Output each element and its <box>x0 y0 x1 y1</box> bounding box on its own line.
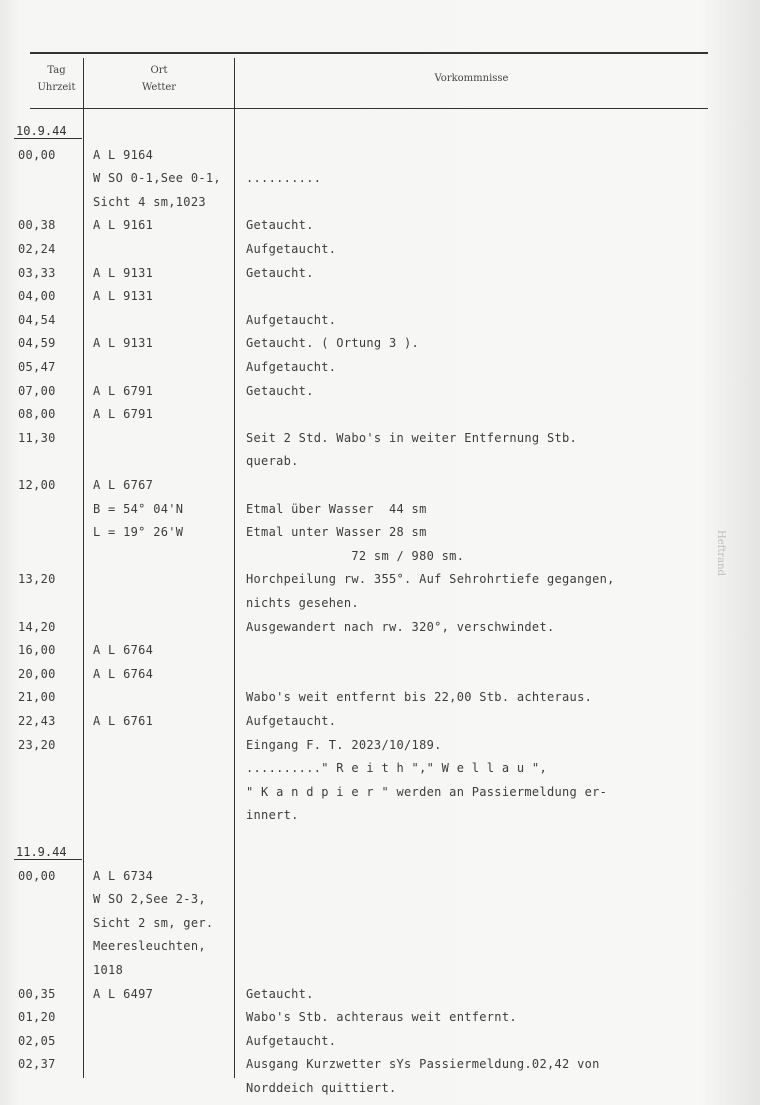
section-date: 10.9.44 <box>16 124 67 138</box>
entry-event: innert. <box>246 808 299 823</box>
entry-place: A L 6791 <box>93 383 154 398</box>
entry-time: 13,20 <box>18 572 56 587</box>
entry-place: A L 9131 <box>93 289 154 304</box>
entry-time: 02,24 <box>18 242 56 256</box>
date-underline <box>14 138 82 139</box>
entry-place: A L 9131 <box>93 265 154 280</box>
entry-time: 04,54 <box>18 312 56 327</box>
entry-time: 14,20 <box>18 619 56 634</box>
entry-event: Eingang F. T. 2023/10/189. <box>246 737 442 752</box>
entry-event: Wabo's Stb. achteraus weit entfernt. <box>246 1010 517 1025</box>
entry-event: " K a n d p i e r " werden an Passiermeldung er- <box>246 784 608 799</box>
header-uhrzeit: Uhrzeit <box>37 82 76 93</box>
entry-event: .........." R e i t h "," W e l l a u ", <box>246 761 547 776</box>
entry-event: Getaucht. <box>246 265 314 280</box>
entry-place: A L 9161 <box>93 218 154 233</box>
column-divider-2 <box>234 58 235 1078</box>
column-divider-1 <box>83 58 84 1078</box>
entry-event: Ausgang Kurzwetter sYs Passiermeldung.02,42 von <box>246 1057 600 1072</box>
entry-time: 04,00 <box>18 289 56 304</box>
entry-time: 16,00 <box>18 643 56 658</box>
entry-event: Seit 2 Std. Wabo's in weiter Entfernung Stb. <box>246 430 578 445</box>
header-bottom-rule <box>30 108 708 109</box>
entry-time: 22,43 <box>18 714 56 728</box>
header-col3 <box>235 70 708 87</box>
entry-event: Wabo's weit entfernt bis 22,00 Stb. achteraus. <box>246 690 593 705</box>
entry-event: Etmal über Wasser 44 sm <box>246 501 427 516</box>
entry-time: 12,00 <box>18 478 56 492</box>
entry-place: A L 6791 <box>93 407 154 422</box>
top-rule <box>30 52 708 54</box>
header-tag: Tag <box>47 65 66 76</box>
entry-place: A L 6734 <box>93 868 154 883</box>
entry-event: querab. <box>246 454 299 469</box>
entry-place: W SO 2,See 2-3, <box>93 892 206 907</box>
entry-place: 1018 <box>93 963 124 977</box>
entry-event: Horchpeilung rw. 355°. Auf Sehrohrtiefe gegangen, <box>246 572 615 587</box>
entry-time: 00,00 <box>18 868 56 883</box>
entry-event: Aufgetaucht. <box>246 360 337 374</box>
header-vorkommnisse: Vorkommnisse <box>434 73 509 84</box>
entry-event: Aufgetaucht. <box>246 1033 337 1048</box>
entry-place: Meeresleuchten, <box>93 939 206 954</box>
entry-time: 20,00 <box>18 666 56 681</box>
section-date: 11.9.44 <box>16 845 67 859</box>
entry-place: A L 6767 <box>93 478 154 492</box>
entry-place: A L 6497 <box>93 986 154 1001</box>
entry-time: 23,20 <box>18 737 56 752</box>
entry-time: 04,59 <box>18 336 56 351</box>
entry-place: Sicht 2 sm, ger. <box>93 915 214 930</box>
entry-place: Sicht 4 sm,1023 <box>93 194 206 209</box>
entry-time: 02,37 <box>18 1057 56 1072</box>
entry-event: Getaucht. <box>246 218 314 233</box>
entry-time: 00,00 <box>18 147 56 162</box>
header-col2 <box>84 62 234 96</box>
entry-event: Aufgetaucht. <box>246 312 337 327</box>
entry-time: 11,30 <box>18 430 56 445</box>
entry-time: 07,00 <box>18 383 56 398</box>
entry-event: Getaucht. ( Ortung 3 ). <box>246 336 420 351</box>
entry-event: Etmal unter Wasser 28 sm <box>246 525 427 540</box>
entry-place: A L 6761 <box>93 714 154 728</box>
entry-event: 72 sm / 980 sm. <box>246 548 465 563</box>
entry-time: 02,05 <box>18 1033 56 1048</box>
entry-time: 01,20 <box>18 1010 56 1025</box>
entry-event: Ausgewandert nach rw. 320°, verschwindet. <box>246 619 555 634</box>
entry-event: Getaucht. <box>246 986 314 1001</box>
entry-event: Aufgetaucht. <box>246 242 337 256</box>
entry-place: A L 6764 <box>93 643 154 658</box>
entry-time: 21,00 <box>18 690 56 705</box>
entry-place: A L 6764 <box>93 666 154 681</box>
entry-event: Aufgetaucht. <box>246 714 337 728</box>
header-col1 <box>30 62 83 96</box>
entry-event: nichts gesehen. <box>246 596 359 610</box>
entry-event: Norddeich quittiert. <box>246 1081 397 1095</box>
entry-event: .......... <box>246 171 322 186</box>
entry-place: W SO 0-1,See 0-1, <box>93 171 221 186</box>
entry-time: 08,00 <box>18 407 56 422</box>
entry-place: A L 9164 <box>93 147 154 162</box>
entry-place: A L 9131 <box>93 336 154 351</box>
header-ort: Ort <box>150 65 168 76</box>
entry-time: 05,47 <box>18 360 56 374</box>
date-underline <box>14 859 82 860</box>
entry-time: 00,35 <box>18 986 56 1001</box>
header-wetter: Wetter <box>141 82 177 93</box>
entry-place: L = 19° 26'W <box>93 525 184 540</box>
entry-time: 00,38 <box>18 218 56 233</box>
entry-place: B = 54° 04'N <box>93 501 184 516</box>
entry-event: Getaucht. <box>246 383 314 398</box>
entry-time: 03,33 <box>18 265 56 280</box>
margin-note: Heftrand <box>715 530 726 576</box>
